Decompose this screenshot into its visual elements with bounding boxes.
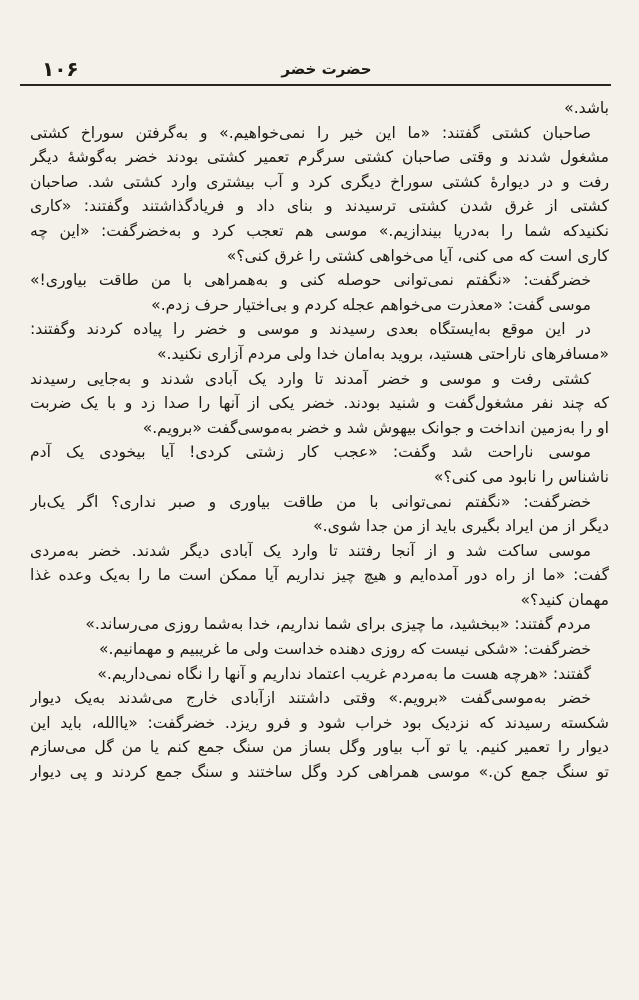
text-line: کشتی از غرق شدن کشتی ترسیدند و بنای داد و فریادگذاشتند وگفتند: «کاری <box>30 197 609 216</box>
page-number: ۱۰۶ <box>42 57 79 81</box>
text-line: در این موقع به‌ایستگاه بعدی رسیدند و موسی و خضر را پیاده کردند وگفتند: <box>30 320 591 339</box>
text-line: خضرگفت: «نگفتم نمی‌توانی حوصله کنی و به‌همراهی با من طاقت بیاوری!» <box>30 271 591 290</box>
running-title: حضرت خضر <box>281 60 372 78</box>
text-line: گفتند: «هرچه هست ما به‌مردم غریب اعتماد نداریم و آنها را نگاه نمی‌داریم.» <box>97 664 591 683</box>
text-line: خضرگفت: «نگفتم نمی‌توانی با من طاقت بیاوری و صبر نداری؟ اگر یک‌بار <box>30 492 591 511</box>
text-line: موسی ساکت شد و از آنجا رفتند تا وارد یک آبادی دیگر شدند. خضر به‌مردی <box>30 541 591 560</box>
text-line: نکنیدکه شما را به‌دریا بیندازیم.» موسی هم تعجب کرد و به‌خضرگفت: «این چه <box>30 221 609 240</box>
text-line: کشتی رفت و موسی و خضر آمدند تا وارد یک آبادی شدند و به‌جایی رسیدند <box>30 369 591 388</box>
text-line: صاحبان کشتی گفتند: «ما این خیر را نمی‌خواهیم.» و به‌گرفتن سوراخ کشتی <box>30 123 591 142</box>
text-line: که چند نفر مشغول‌گفت و شنید بودند. خضر یکی از آنها را صدا زد و با یک ضربت <box>30 394 609 413</box>
body-text <box>30 96 609 785</box>
text-line: خضرگفت: «شکی نیست که روزی دهنده خداست ولی ما غریبیم و مهمانیم.» <box>98 640 591 659</box>
text-line: او را به‌زمین انداخت و جوانک بیهوش شد و خضر به‌موسی‌گفت «برویم.» <box>142 418 609 437</box>
text-line: تو سنگ جمع کن.» موسی همراهی کرد وگل ساختند و سنگ جمع کردند و پی دیوار <box>30 763 609 782</box>
text-line: موسی گفت: «معذرت می‌خواهم عجله کردم و بی‌اختیار حرف زدم.» <box>151 295 591 314</box>
text-line: مهمان کنید؟» <box>520 590 609 609</box>
text-line: مشغول شدند و وقتی صاحبان کشتی سرگرم تعمیر کشتی بودند خضر به‌گوشهٔ دیگر <box>30 148 609 167</box>
text-line: موسی ناراحت شد وگفت: «عجب کار زشتی کردی! آیا بیخودی یک آدم <box>30 443 591 462</box>
page-header <box>42 58 611 80</box>
text-line: کاری است که می کنی، آیا می‌خواهی کشتی را غرق کنی؟» <box>226 246 609 265</box>
text-line: خضر به‌موسی‌گفت «برویم.» وقتی داشتند ازآبادی خارج می‌شدند به‌یک دیوار <box>30 689 591 708</box>
text-line: باشد.» <box>564 99 609 117</box>
text-line: دیوار را تعمیر کنیم. یا تو آب بیاور وگل بساز من سنگ جمع کنم یا من گل می‌سازم <box>30 738 609 757</box>
text-line: مردم گفتند: «ببخشید، ما چیزی برای شما نداریم، خدا به‌شما روزی می‌رساند.» <box>85 615 591 634</box>
text-line: گفت: «ما از راه دور آمده‌ایم و هیچ چیز نداریم آیا ممکن است ما را به‌یک وعده غذا <box>30 566 609 585</box>
text-line: ناشناس را نابود می کنی؟» <box>433 467 609 486</box>
text-line: رفت و در دیوارهٔ کشتی سوراخ دیگری کرد و آب بیشتری وارد کشتی شد. صاحبان <box>30 172 609 191</box>
text-line: دیگر از من ایراد بگیری باید از من جدا شوی.» <box>313 517 609 536</box>
text-line: «مسافرهای ناراحتی هستید، بروید به‌امان خدا ولی مردم آزاری نکنید.» <box>156 344 609 363</box>
text-line: شکسته رسیدند که نزدیک بود خراب شود و فرو ریزد. خضرگفت: «یاالله، باید این <box>30 713 609 732</box>
header-rule <box>20 84 611 86</box>
